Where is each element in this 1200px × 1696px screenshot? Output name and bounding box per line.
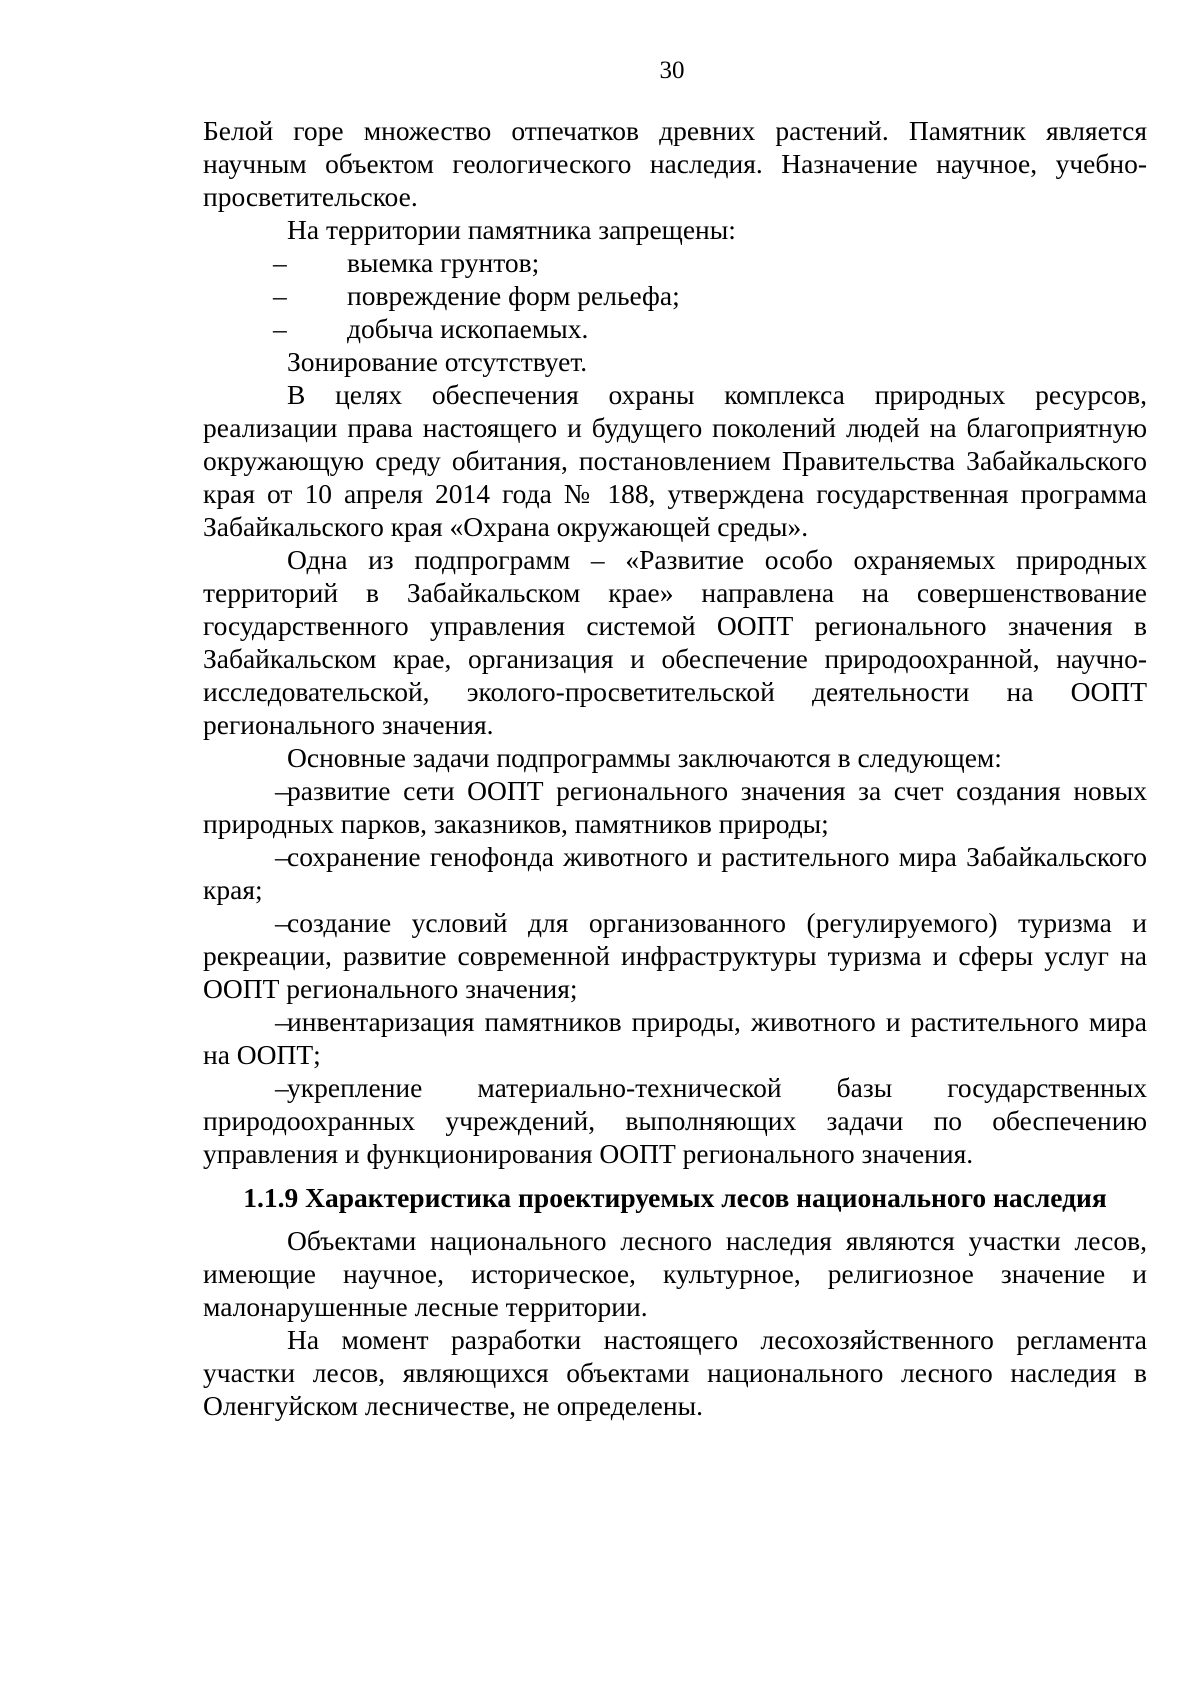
- list-item-text: выемка грунтов;: [347, 247, 540, 278]
- tasks-intro: Основные задачи подпрограммы заключаются в следующем:: [287, 742, 1002, 773]
- list-item: [203, 246, 1147, 279]
- task-item-text: создание условий для организованного (регулируемого) туризма и рекреации, развитие современной инфраструктуры туризма и сферы услуг на ООПТ регионального значения;: [203, 907, 1147, 1004]
- list-item-text: добыча ископаемых.: [347, 313, 589, 344]
- task-item: [203, 906, 1147, 1005]
- dash-marker: –: [273, 280, 287, 311]
- dash-marker: –: [275, 775, 289, 806]
- task-item-text: сохранение генофонда животного и растительного мира Забайкальского края;: [203, 841, 1147, 905]
- list-item: [203, 312, 1147, 345]
- task-item-text: инвентаризация памятников природы, животного и растительного мира на ООПТ;: [203, 1006, 1147, 1070]
- task-item: [203, 1071, 1147, 1170]
- paragraph-continuation: Белой горе множество отпечатков древних растений. Памятник является научным объектом геологического наследия. Назначение научное, учебно-просветительское.: [203, 115, 1147, 212]
- dash-marker: –: [273, 247, 287, 278]
- list-item: [203, 279, 1147, 312]
- prohibited-list: [203, 246, 1147, 345]
- subprogram-paragraph: Одна из подпрограмм – «Развитие особо охраняемых природных территорий в Забайкальском крае» направлена на совершенствование государственного управления системой ООПТ регионального значения в Забайкальском крае, организация и обеспечение природоохранной, научно-исследовательской, эколого-просветительской деятельности на ООПТ регионального значения.: [203, 544, 1147, 740]
- list-item-text: повреждение форм рельефа;: [347, 280, 680, 311]
- task-item-text: укрепление материально-технической базы государственных природоохранных учреждений, выполняющих задачи по обеспечению управления и функционирования ООПТ регионального значения.: [203, 1072, 1147, 1169]
- task-item: [203, 774, 1147, 840]
- dash-marker: –: [275, 907, 289, 938]
- document-body: [203, 114, 1147, 1422]
- section-heading: 1.1.9 Характеристика проектируемых лесов национального наследия: [243, 1182, 1107, 1213]
- page-number: 30: [659, 57, 685, 84]
- task-item: [203, 1005, 1147, 1071]
- dash-marker: –: [273, 313, 287, 344]
- program-paragraph: В целях обеспечения охраны комплекса природных ресурсов, реализации права настоящего и будущего поколений людей на благоприятную окружающую среду обитания, постановлением Правительства Забайкальского края от 10 апреля 2014 года № 188, утверждена государственная программа Забайкальского края «Охрана окружающей среды».: [203, 379, 1147, 542]
- dash-marker: –: [275, 1072, 289, 1103]
- dash-marker: –: [275, 1006, 289, 1037]
- zoning-paragraph: Зонирование отсутствует.: [287, 346, 588, 377]
- dash-marker: –: [275, 841, 289, 872]
- task-item: [203, 840, 1147, 906]
- section-paragraph: На момент разработки настоящего лесохозяйственного регламента участки лесов, являющихся объектами национального лесного наследия в Оленгуйском лесничестве, не определены.: [203, 1324, 1147, 1421]
- task-item-text: развитие сети ООПТ регионального значения за счет создания новых природных парков, заказников, памятников природы;: [203, 775, 1147, 839]
- prohibited-intro: На территории памятника запрещены:: [287, 214, 736, 245]
- section-paragraph: Объектами национального лесного наследия являются участки лесов, имеющие научное, историческое, культурное, религиозное значение и малонарушенные лесные территории.: [203, 1225, 1147, 1322]
